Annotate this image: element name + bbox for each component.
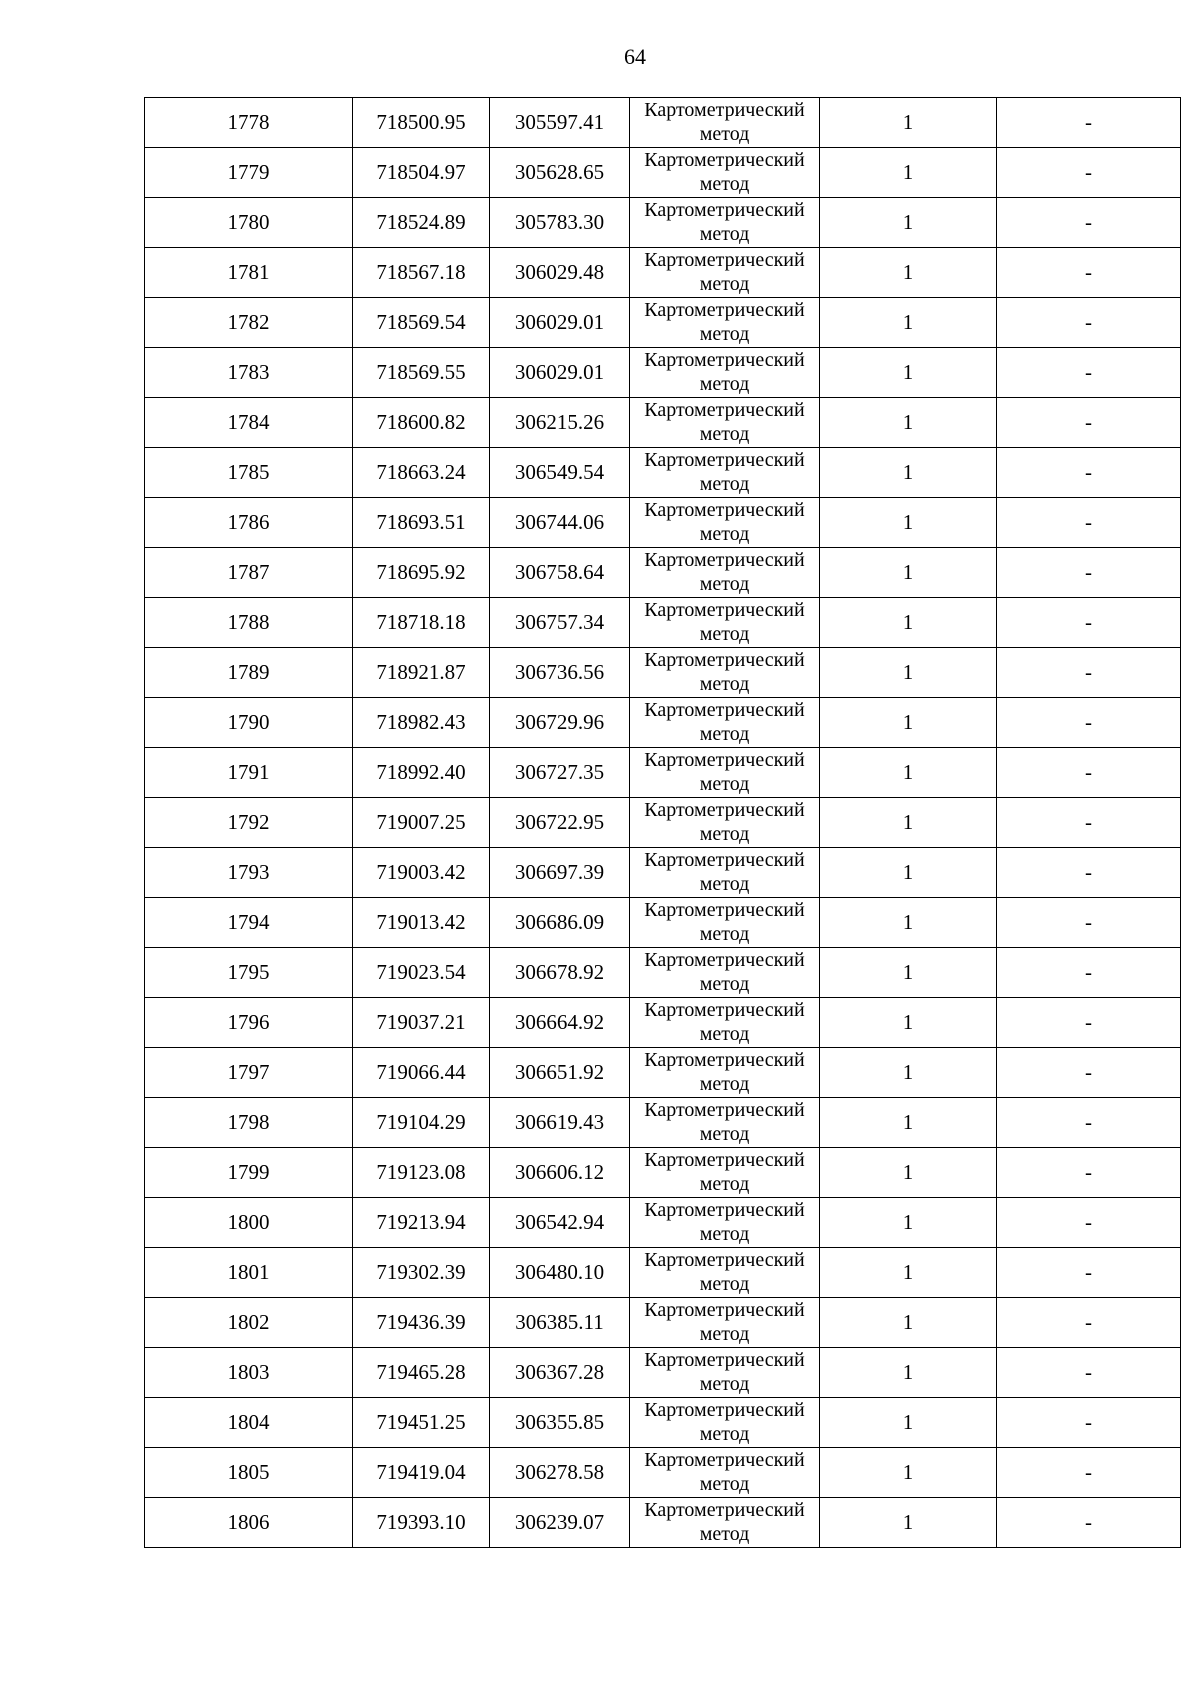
y-coordinate-cell: 306480.10: [490, 1248, 630, 1298]
table-row: [145, 1448, 1181, 1498]
point-number-cell: 1787: [145, 548, 353, 598]
accuracy-cell: 1: [820, 1498, 997, 1548]
x-coordinate-cell: 719066.44: [353, 1048, 490, 1098]
method-line-1: Картометрический: [644, 1449, 805, 1471]
table-row: [145, 1398, 1181, 1448]
method-cell: [630, 1498, 820, 1548]
method-line-2: метод: [699, 373, 750, 395]
accuracy-cell: 1: [820, 798, 997, 848]
method-cell: [630, 1298, 820, 1348]
method-line-1: Картометрический: [644, 249, 805, 271]
table-row: [145, 1148, 1181, 1198]
note-cell: -: [997, 398, 1181, 448]
method-line-1: Картометрический: [644, 999, 805, 1021]
x-coordinate-cell: 718718.18: [353, 598, 490, 648]
note-cell: -: [997, 348, 1181, 398]
x-coordinate-cell: 718524.89: [353, 198, 490, 248]
method-line-1: Картометрический: [644, 1149, 805, 1171]
method-line-1: Картометрический: [644, 99, 805, 121]
method-line-2: метод: [699, 1373, 750, 1395]
method-cell: [630, 1398, 820, 1448]
table-row: [145, 248, 1181, 298]
y-coordinate-cell: 305783.30: [490, 198, 630, 248]
method-cell: [630, 948, 820, 998]
point-number-cell: 1788: [145, 598, 353, 648]
method-line-2: метод: [699, 1323, 750, 1345]
note-cell: -: [997, 698, 1181, 748]
accuracy-cell: 1: [820, 198, 997, 248]
y-coordinate-cell: 306697.39: [490, 848, 630, 898]
point-number-cell: 1782: [145, 298, 353, 348]
method-line-2: метод: [699, 673, 750, 695]
accuracy-cell: 1: [820, 248, 997, 298]
method-cell: [630, 1048, 820, 1098]
table-row: [145, 798, 1181, 848]
x-coordinate-cell: 718693.51: [353, 498, 490, 548]
x-coordinate-cell: 718504.97: [353, 148, 490, 198]
point-number-cell: 1795: [145, 948, 353, 998]
x-coordinate-cell: 719451.25: [353, 1398, 490, 1448]
method-line-2: метод: [699, 723, 750, 745]
accuracy-cell: 1: [820, 898, 997, 948]
method-line-2: метод: [699, 1423, 750, 1445]
table-row: [145, 648, 1181, 698]
x-coordinate-cell: 718695.92: [353, 548, 490, 598]
method-line-1: Картометрический: [644, 849, 805, 871]
method-cell: [630, 1198, 820, 1248]
page-number: 64: [624, 44, 646, 69]
point-number-cell: 1780: [145, 198, 353, 248]
accuracy-cell: 1: [820, 748, 997, 798]
method-cell: [630, 198, 820, 248]
y-coordinate-cell: 306727.35: [490, 748, 630, 798]
table-row: [145, 1198, 1181, 1248]
note-cell: -: [997, 748, 1181, 798]
method-line-2: метод: [699, 1023, 750, 1045]
method-cell: [630, 648, 820, 698]
method-cell: [630, 348, 820, 398]
method-cell: [630, 1248, 820, 1298]
note-cell: -: [997, 1248, 1181, 1298]
note-cell: -: [997, 1098, 1181, 1148]
note-cell: -: [997, 1298, 1181, 1348]
x-coordinate-cell: 719393.10: [353, 1498, 490, 1548]
method-line-1: Картометрический: [644, 1199, 805, 1221]
method-cell: [630, 1148, 820, 1198]
note-cell: -: [997, 498, 1181, 548]
method-line-1: Картометрический: [644, 299, 805, 321]
method-line-1: Картометрический: [644, 1249, 805, 1271]
method-line-2: метод: [699, 1123, 750, 1145]
accuracy-cell: 1: [820, 1398, 997, 1448]
table-row: [145, 348, 1181, 398]
method-line-2: метод: [699, 1273, 750, 1295]
point-number-cell: 1783: [145, 348, 353, 398]
method-cell: [630, 98, 820, 148]
method-line-2: метод: [699, 1173, 750, 1195]
method-line-1: Картометрический: [644, 949, 805, 971]
method-line-2: метод: [699, 1523, 750, 1545]
accuracy-cell: 1: [820, 548, 997, 598]
method-line-1: Картометрический: [644, 1049, 805, 1071]
point-number-cell: 1792: [145, 798, 353, 848]
x-coordinate-cell: 718569.55: [353, 348, 490, 398]
y-coordinate-cell: 306367.28: [490, 1348, 630, 1398]
x-coordinate-cell: 719013.42: [353, 898, 490, 948]
method-line-1: Картометрический: [644, 599, 805, 621]
method-cell: [630, 748, 820, 798]
table-row: [145, 198, 1181, 248]
x-coordinate-cell: 718600.82: [353, 398, 490, 448]
method-line-2: метод: [699, 323, 750, 345]
y-coordinate-cell: 306651.92: [490, 1048, 630, 1098]
method-line-1: Картометрический: [644, 749, 805, 771]
point-number-cell: 1781: [145, 248, 353, 298]
point-number-cell: 1784: [145, 398, 353, 448]
method-cell: [630, 398, 820, 448]
note-cell: -: [997, 598, 1181, 648]
method-line-2: метод: [699, 623, 750, 645]
note-cell: -: [997, 648, 1181, 698]
accuracy-cell: 1: [820, 148, 997, 198]
table-row: [145, 748, 1181, 798]
y-coordinate-cell: 306678.92: [490, 948, 630, 998]
accuracy-cell: 1: [820, 1148, 997, 1198]
note-cell: -: [997, 1348, 1181, 1398]
accuracy-cell: 1: [820, 1048, 997, 1098]
point-number-cell: 1798: [145, 1098, 353, 1148]
table-row: [145, 1098, 1181, 1148]
method-line-2: метод: [699, 823, 750, 845]
x-coordinate-cell: 718567.18: [353, 248, 490, 298]
method-line-1: Картометрический: [644, 399, 805, 421]
accuracy-cell: 1: [820, 1098, 997, 1148]
accuracy-cell: 1: [820, 1248, 997, 1298]
accuracy-cell: 1: [820, 698, 997, 748]
table-row: [145, 998, 1181, 1048]
method-cell: [630, 1448, 820, 1498]
table-row: [145, 498, 1181, 548]
note-cell: -: [997, 248, 1181, 298]
table-row: [145, 948, 1181, 998]
method-line-2: метод: [699, 423, 750, 445]
point-number-cell: 1801: [145, 1248, 353, 1298]
method-line-2: метод: [699, 773, 750, 795]
x-coordinate-cell: 719465.28: [353, 1348, 490, 1398]
method-line-1: Картометрический: [644, 549, 805, 571]
point-number-cell: 1805: [145, 1448, 353, 1498]
method-cell: [630, 1098, 820, 1148]
point-number-cell: 1806: [145, 1498, 353, 1548]
y-coordinate-cell: 306215.26: [490, 398, 630, 448]
y-coordinate-cell: 306029.01: [490, 298, 630, 348]
y-coordinate-cell: 306549.54: [490, 448, 630, 498]
x-coordinate-cell: 718663.24: [353, 448, 490, 498]
x-coordinate-cell: 719123.08: [353, 1148, 490, 1198]
point-number-cell: 1791: [145, 748, 353, 798]
table-row: [145, 448, 1181, 498]
x-coordinate-cell: 719037.21: [353, 998, 490, 1048]
note-cell: -: [997, 298, 1181, 348]
accuracy-cell: 1: [820, 1448, 997, 1498]
note-cell: -: [997, 1048, 1181, 1098]
y-coordinate-cell: 306744.06: [490, 498, 630, 548]
y-coordinate-cell: 305597.41: [490, 98, 630, 148]
method-line-2: метод: [699, 273, 750, 295]
note-cell: -: [997, 448, 1181, 498]
note-cell: -: [997, 998, 1181, 1048]
method-cell: [630, 448, 820, 498]
point-number-cell: 1789: [145, 648, 353, 698]
x-coordinate-cell: 718569.54: [353, 298, 490, 348]
coordinates-table-body: [145, 98, 1181, 1548]
method-cell: [630, 1348, 820, 1398]
method-cell: [630, 898, 820, 948]
table-row: [145, 898, 1181, 948]
note-cell: -: [997, 1198, 1181, 1248]
accuracy-cell: 1: [820, 498, 997, 548]
note-cell: -: [997, 1448, 1181, 1498]
method-line-2: метод: [699, 973, 750, 995]
accuracy-cell: 1: [820, 448, 997, 498]
point-number-cell: 1790: [145, 698, 353, 748]
method-line-2: метод: [699, 1223, 750, 1245]
x-coordinate-cell: 719007.25: [353, 798, 490, 848]
point-number-cell: 1786: [145, 498, 353, 548]
table-row: [145, 598, 1181, 648]
point-number-cell: 1804: [145, 1398, 353, 1448]
point-number-cell: 1779: [145, 148, 353, 198]
table-row: [145, 1248, 1181, 1298]
method-line-1: Картометрический: [644, 1299, 805, 1321]
method-line-1: Картометрический: [644, 799, 805, 821]
y-coordinate-cell: 306542.94: [490, 1198, 630, 1248]
method-line-2: метод: [699, 1473, 750, 1495]
method-cell: [630, 248, 820, 298]
table-row: [145, 148, 1181, 198]
y-coordinate-cell: 306606.12: [490, 1148, 630, 1198]
y-coordinate-cell: 306722.95: [490, 798, 630, 848]
method-line-1: Картометрический: [644, 1499, 805, 1521]
table-row: [145, 698, 1181, 748]
y-coordinate-cell: 306686.09: [490, 898, 630, 948]
x-coordinate-cell: 719003.42: [353, 848, 490, 898]
y-coordinate-cell: 306664.92: [490, 998, 630, 1048]
y-coordinate-cell: 306385.11: [490, 1298, 630, 1348]
y-coordinate-cell: 306757.34: [490, 598, 630, 648]
table-row: [145, 1048, 1181, 1098]
table-row: [145, 548, 1181, 598]
point-number-cell: 1794: [145, 898, 353, 948]
accuracy-cell: 1: [820, 948, 997, 998]
y-coordinate-cell: 306736.56: [490, 648, 630, 698]
table-row: [145, 398, 1181, 448]
method-line-1: Картометрический: [644, 499, 805, 521]
table-row: [145, 1298, 1181, 1348]
note-cell: -: [997, 848, 1181, 898]
x-coordinate-cell: 719419.04: [353, 1448, 490, 1498]
method-cell: [630, 298, 820, 348]
method-line-2: метод: [699, 873, 750, 895]
method-line-1: Картометрический: [644, 449, 805, 471]
method-cell: [630, 548, 820, 598]
method-line-1: Картометрический: [644, 149, 805, 171]
accuracy-cell: 1: [820, 98, 997, 148]
accuracy-cell: 1: [820, 848, 997, 898]
point-number-cell: 1797: [145, 1048, 353, 1098]
method-cell: [630, 148, 820, 198]
accuracy-cell: 1: [820, 1348, 997, 1398]
y-coordinate-cell: 306029.01: [490, 348, 630, 398]
method-line-1: Картометрический: [644, 349, 805, 371]
table-row: [145, 1348, 1181, 1398]
method-line-2: метод: [699, 173, 750, 195]
point-number-cell: 1793: [145, 848, 353, 898]
table-row: [145, 848, 1181, 898]
x-coordinate-cell: 719213.94: [353, 1198, 490, 1248]
y-coordinate-cell: 305628.65: [490, 148, 630, 198]
point-number-cell: 1803: [145, 1348, 353, 1398]
y-coordinate-cell: 306278.58: [490, 1448, 630, 1498]
method-line-1: Картометрический: [644, 199, 805, 221]
method-cell: [630, 998, 820, 1048]
method-cell: [630, 848, 820, 898]
method-cell: [630, 498, 820, 548]
accuracy-cell: 1: [820, 1298, 997, 1348]
y-coordinate-cell: 306758.64: [490, 548, 630, 598]
method-line-2: метод: [699, 923, 750, 945]
note-cell: -: [997, 1398, 1181, 1448]
coordinates-table: [144, 97, 1181, 1548]
y-coordinate-cell: 306239.07: [490, 1498, 630, 1548]
table-row: [145, 1498, 1181, 1548]
x-coordinate-cell: 719104.29: [353, 1098, 490, 1148]
method-cell: [630, 798, 820, 848]
point-number-cell: 1778: [145, 98, 353, 148]
note-cell: -: [997, 1498, 1181, 1548]
method-cell: [630, 698, 820, 748]
note-cell: -: [997, 98, 1181, 148]
accuracy-cell: 1: [820, 998, 997, 1048]
method-line-1: Картометрический: [644, 899, 805, 921]
x-coordinate-cell: 718992.40: [353, 748, 490, 798]
method-line-2: метод: [699, 123, 750, 145]
y-coordinate-cell: 306029.48: [490, 248, 630, 298]
method-line-1: Картометрический: [644, 649, 805, 671]
table-row: [145, 298, 1181, 348]
accuracy-cell: 1: [820, 598, 997, 648]
point-number-cell: 1796: [145, 998, 353, 1048]
y-coordinate-cell: 306729.96: [490, 698, 630, 748]
method-line-2: метод: [699, 573, 750, 595]
method-cell: [630, 598, 820, 648]
x-coordinate-cell: 718921.87: [353, 648, 490, 698]
x-coordinate-cell: 718500.95: [353, 98, 490, 148]
method-line-1: Картометрический: [644, 1099, 805, 1121]
y-coordinate-cell: 306619.43: [490, 1098, 630, 1148]
accuracy-cell: 1: [820, 298, 997, 348]
note-cell: -: [997, 898, 1181, 948]
note-cell: -: [997, 198, 1181, 248]
method-line-2: метод: [699, 1073, 750, 1095]
table-row: [145, 98, 1181, 148]
note-cell: -: [997, 1148, 1181, 1198]
accuracy-cell: 1: [820, 398, 997, 448]
note-cell: -: [997, 948, 1181, 998]
point-number-cell: 1802: [145, 1298, 353, 1348]
accuracy-cell: 1: [820, 348, 997, 398]
point-number-cell: 1800: [145, 1198, 353, 1248]
x-coordinate-cell: 719023.54: [353, 948, 490, 998]
method-line-1: Картометрический: [644, 1349, 805, 1371]
point-number-cell: 1799: [145, 1148, 353, 1198]
point-number-cell: 1785: [145, 448, 353, 498]
note-cell: -: [997, 148, 1181, 198]
note-cell: -: [997, 548, 1181, 598]
y-coordinate-cell: 306355.85: [490, 1398, 630, 1448]
method-line-2: метод: [699, 473, 750, 495]
method-line-1: Картометрический: [644, 699, 805, 721]
note-cell: -: [997, 798, 1181, 848]
method-line-2: метод: [699, 223, 750, 245]
x-coordinate-cell: 719436.39: [353, 1298, 490, 1348]
accuracy-cell: 1: [820, 1198, 997, 1248]
method-line-2: метод: [699, 523, 750, 545]
x-coordinate-cell: 718982.43: [353, 698, 490, 748]
x-coordinate-cell: 719302.39: [353, 1248, 490, 1298]
accuracy-cell: 1: [820, 648, 997, 698]
method-line-1: Картометрический: [644, 1399, 805, 1421]
